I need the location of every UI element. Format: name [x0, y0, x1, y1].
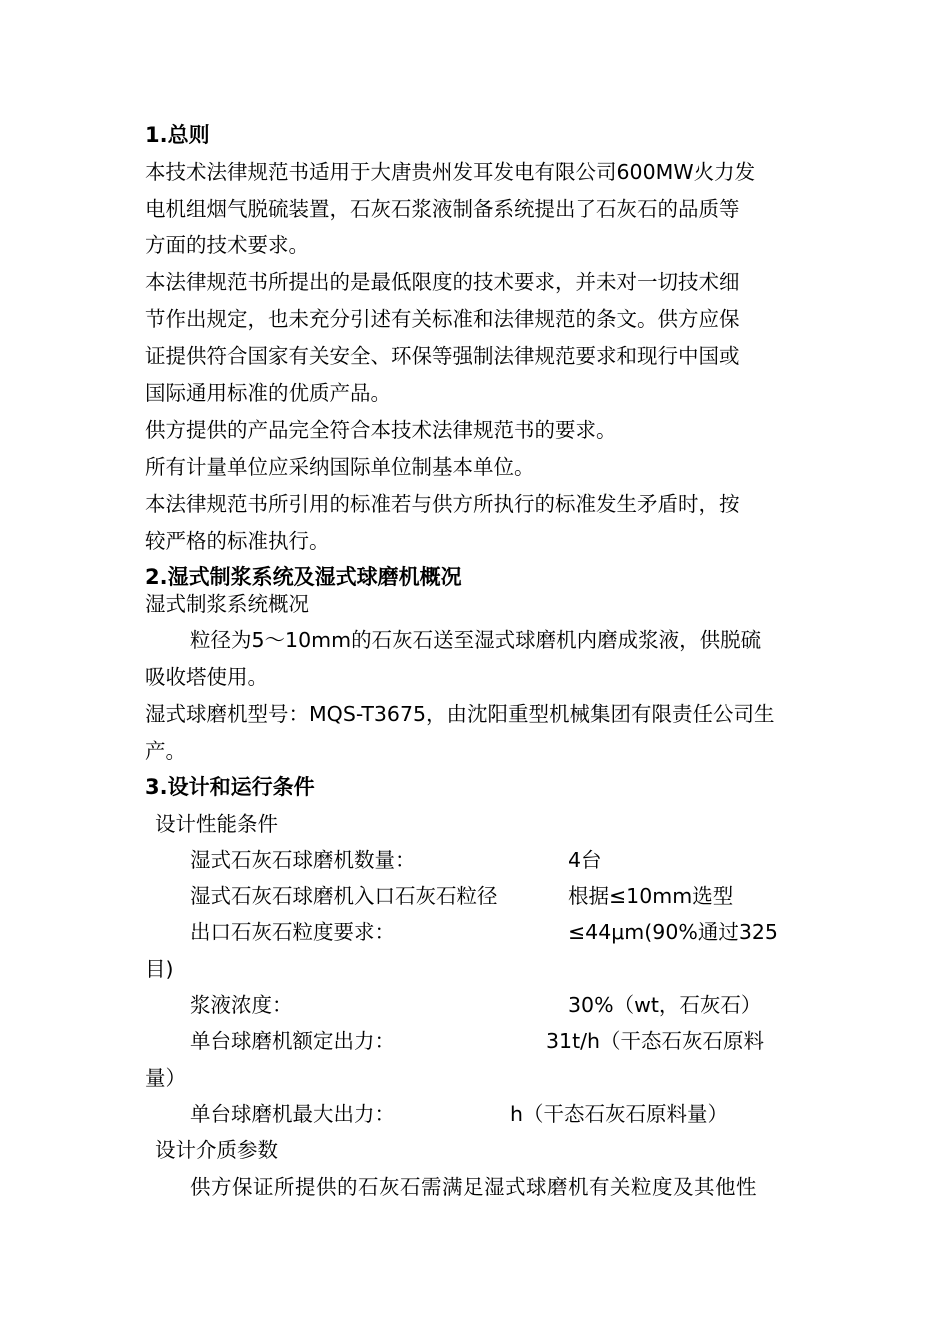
param-label: 浆液浓度：: [190, 993, 293, 1017]
design-medium-subheading: 设计介质参数: [155, 1138, 278, 1162]
section-1-line: 国际通用标准的优质产品。: [145, 381, 391, 405]
section-2-heading: 2.湿式制浆系统及湿式球磨机概况: [145, 565, 462, 589]
section-3-last-line: 供方保证所提供的石灰石需满足湿式球磨机有关粒度及其他性: [190, 1175, 757, 1199]
param-value: h（干态石灰石原料量）: [510, 1102, 728, 1126]
param-label: 单台球磨机最大出力：: [190, 1102, 395, 1126]
section-2-line: 粒径为5～10mm的石灰石送至湿式球磨机内磨成浆液，供脱硫: [190, 628, 762, 652]
section-1-line: 较严格的标准执行。: [145, 529, 330, 553]
param-value: 4台: [568, 848, 602, 872]
param-row: [190, 1024, 815, 1058]
param-row: [190, 879, 815, 913]
param-row: [190, 1097, 815, 1131]
param-label: 湿式石灰石球磨机入口石灰石粒径: [190, 884, 498, 908]
section-1-line: 本技术法律规范书适用于大唐贵州发耳发电有限公司600MW火力发: [145, 160, 756, 184]
param-label: 湿式石灰石球磨机数量：: [190, 848, 416, 872]
section-1-line: 本法律规范书所提出的是最低限度的技术要求，并未对一切技术细: [145, 270, 740, 294]
section-1-line: 电机组烟气脱硫装置，石灰石浆液制备系统提出了石灰石的品质等: [145, 197, 740, 221]
param-label: 单台球磨机额定出力：: [190, 1029, 395, 1053]
param-value: 根据≤10mm选型: [568, 884, 734, 908]
section-1-line: 证提供符合国家有关安全、环保等强制法律规范要求和现行中国或: [145, 344, 740, 368]
section-1-line: 方面的技术要求。: [145, 233, 309, 257]
section-3-heading: 3.设计和运行条件: [145, 775, 315, 799]
section-1-line: 节作出规定，也未充分引述有关标准和法律规范的条文。供方应保: [145, 307, 740, 331]
param-row: [190, 915, 815, 949]
section-1-line: 所有计量单位应采纳国际单位制基本单位。: [145, 455, 535, 479]
design-performance-subheading: 设计性能条件: [155, 812, 278, 836]
section-1-heading: 1.总则: [145, 123, 210, 147]
section-1-line: 本法律规范书所引用的标准若与供方所执行的标准发生矛盾时，按: [145, 492, 740, 516]
param-value: 30%（wt，石灰石）: [568, 993, 762, 1017]
param-label: 出口石灰石粒度要求：: [190, 920, 395, 944]
section-2-line: 吸收塔使用。: [145, 665, 268, 689]
param-row: [190, 843, 815, 877]
param-value-continued: 量）: [145, 1066, 186, 1090]
section-2-line: 湿式球磨机型号：MQS-T3675，由沈阳重型机械集团有限责任公司生: [145, 702, 775, 726]
param-value: ≤44μm(90%通过325: [568, 920, 778, 944]
section-2-line: 产。: [145, 739, 186, 763]
section-2-subheading: 湿式制浆系统概况: [145, 592, 309, 616]
param-row: [190, 988, 815, 1022]
section-1-line: 供方提供的产品完全符合本技术法律规范书的要求。: [145, 418, 617, 442]
param-value-continued: 目): [145, 957, 174, 981]
param-value: 31t/h（干态石灰石原料: [546, 1029, 765, 1053]
